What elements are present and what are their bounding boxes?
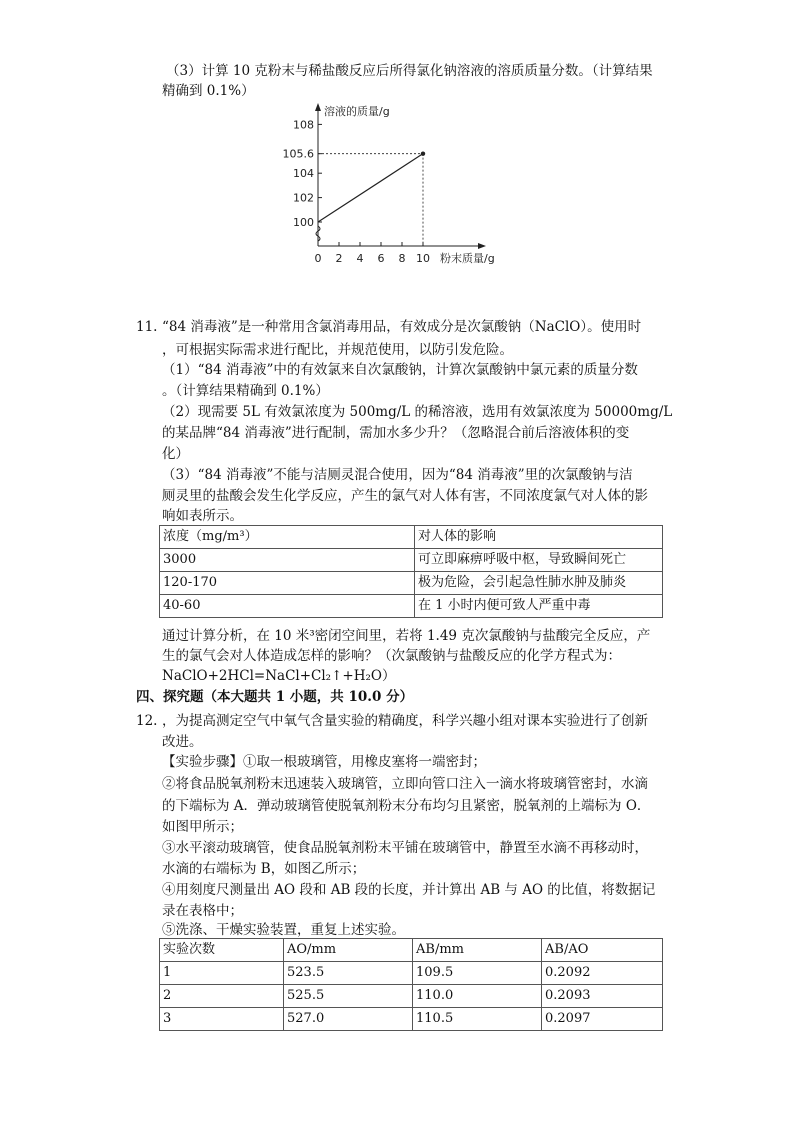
q12-line: 如图甲所示； bbox=[162, 819, 243, 835]
x-tick-label: 4 bbox=[356, 252, 364, 265]
q11-line: （1）“84 消毒液”中的有效氯来自次氯酸钠，计算次氯酸钠中氯元素的质量分数 bbox=[162, 362, 638, 378]
x-tick-label: 6 bbox=[377, 252, 385, 265]
q12-line: ⑤洗涤、干燥实验装置，重复上述实验。 bbox=[162, 922, 405, 938]
q12-line: 录在表格中； bbox=[162, 903, 243, 919]
q11-line: （2）现需要 5L 有效氯浓度为 500mg/L 的稀溶液，选用有效氯浓度为 50000mg/L bbox=[162, 404, 673, 420]
q11-line: “84 消毒液”是一种常用含氯消毒用品，有效成分是次氯酸钠（NaClO）。使用时 bbox=[162, 319, 642, 335]
x-tick-label: 8 bbox=[398, 252, 406, 265]
table-cell: 527.0 bbox=[284, 1008, 413, 1031]
q12-line: ②将食品脱氧剂粉末迅速装入玻璃管，立即向管口注入一滴水将玻璃管密封，水滴 bbox=[162, 776, 648, 792]
x-tick-label: 0 bbox=[314, 252, 322, 265]
q12-line: ④用刻度尺测量出 AO 段和 AB 段的长度，并计算出 AB 与 AO 的比值，将数据记 bbox=[162, 882, 656, 898]
y-tick-label: 105.6 bbox=[282, 147, 314, 161]
table-header-cell: AB/mm bbox=[413, 939, 542, 962]
table-cell: 1 bbox=[160, 962, 284, 985]
x-axis-arrow bbox=[478, 243, 486, 249]
experiment-data-table bbox=[159, 938, 663, 1031]
table-cell: 525.5 bbox=[284, 985, 413, 1008]
q12-line: ，为提高测定空气中氧气含量实验的精确度，科学兴趣小组对课本实验进行了创新 bbox=[162, 713, 648, 729]
y-tick-label: 108 bbox=[293, 118, 314, 132]
table-header-cell: AO/mm bbox=[284, 939, 413, 962]
q11-line: 化） bbox=[162, 446, 189, 462]
q12-line: ③水平滚动玻璃管，使食品脱氧剂粉末平铺在玻璃管中，静置至水滴不再移动时， bbox=[162, 840, 648, 856]
table-cell: 110.5 bbox=[413, 1008, 542, 1031]
chlorine-effect-table bbox=[159, 525, 663, 618]
q11-line: 的某品牌“84 消毒液”进行配制，需加水多少升？（忽略混合前后溶液体积的变 bbox=[162, 425, 630, 441]
table-header-cell: 实验次数 bbox=[160, 939, 284, 962]
table-cell: 3 bbox=[160, 1008, 284, 1031]
table-header-cell: 对人体的影响 bbox=[415, 526, 663, 549]
table-row bbox=[160, 985, 663, 1008]
q11-number: 11. bbox=[136, 319, 158, 335]
q10-part3-line2: 精确到 0.1%） bbox=[162, 83, 255, 99]
q12-line: 【实验步骤】①取一根玻璃管，用橡皮塞将一端密封； bbox=[162, 754, 486, 770]
x-tick-label: 2 bbox=[335, 252, 343, 265]
table-cell: 2 bbox=[160, 985, 284, 1008]
solution-mass-chart bbox=[282, 98, 520, 273]
q11-line: （3）“84 消毒液”不能与洁厕灵混合使用，因为“84 消毒液”里的次氯酸钠与洁 bbox=[162, 467, 633, 483]
y-tick-label: 100 bbox=[293, 216, 314, 229]
table-row bbox=[160, 962, 663, 985]
q12-line: 水滴的右端标为 B，如图乙所示； bbox=[162, 861, 366, 877]
table-cell: 3000 bbox=[160, 549, 415, 572]
y-axis-arrow bbox=[315, 103, 321, 111]
table-header-cell: AB/AO bbox=[542, 939, 663, 962]
table-cell: 0.2097 bbox=[542, 1008, 663, 1031]
table-row bbox=[160, 595, 663, 618]
table-cell: 极为危险，会引起急性肺水肿及肺炎 bbox=[415, 572, 663, 595]
table-cell: 0.2092 bbox=[542, 962, 663, 985]
q11-line: 厕灵里的盐酸会发生化学反应，产生的氯气对人体有害，不同浓度氯气对人体的影 bbox=[162, 488, 648, 504]
q12-line: 改进。 bbox=[162, 734, 203, 750]
q10-part3-line1: （3）计算 10 克粉末与稀盐酸反应后所得氯化钠溶液的溶质质量分数。（计算结果 bbox=[166, 63, 653, 79]
q12-number: 12. bbox=[136, 713, 158, 729]
table-cell: 109.5 bbox=[413, 962, 542, 985]
table-row bbox=[160, 549, 663, 572]
q11-after-line: 通过计算分析，在 10 米³密闭空间里，若将 1.49 克次氯酸钠与盐酸完全反应，产 bbox=[162, 628, 651, 644]
y-tick-label: 102 bbox=[293, 191, 314, 205]
data-line bbox=[318, 154, 423, 222]
q11-equation: NaClO+2HCl=NaCl+Cl₂↑+H₂O） bbox=[162, 668, 396, 684]
q11-line: ，可根据实际需求进行配比，并规范使用，以防引发危险。 bbox=[162, 342, 513, 358]
q11-line: 。（计算结果精确到 0.1%） bbox=[162, 383, 329, 399]
table-header-cell: 浓度（mg/m³） bbox=[160, 526, 415, 549]
y-axis-label: 溶液的质量/g bbox=[324, 105, 390, 118]
table-header-row bbox=[160, 939, 663, 962]
x-tick-label: 10 bbox=[416, 252, 430, 265]
table-cell: 120-170 bbox=[160, 572, 415, 595]
q12-line: 的下端标为 A．弹动玻璃管使脱氧剂粉末分布均匀且紧密，脱氧剂的上端标为 O． bbox=[162, 798, 651, 814]
table-header-row bbox=[160, 526, 663, 549]
section4-title: 四、探究题（本大题共 1 小题，共 10.0 分） bbox=[136, 689, 414, 705]
table-cell: 在 1 小时内便可致人严重中毒 bbox=[415, 595, 663, 618]
q11-after-line: 生的氯气会对人体造成怎样的影响？（次氯酸钠与盐酸反应的化学方程式为： bbox=[162, 648, 621, 664]
table-cell: 523.5 bbox=[284, 962, 413, 985]
data-point bbox=[421, 151, 425, 155]
q11-line: 响如表所示。 bbox=[162, 508, 243, 524]
table-cell: 40-60 bbox=[160, 595, 415, 618]
x-axis-label: 粉末质量/g bbox=[440, 252, 495, 265]
table-row bbox=[160, 1008, 663, 1031]
table-cell: 可立即麻痹呼吸中枢，导致瞬间死亡 bbox=[415, 549, 663, 572]
y-tick-label: 104 bbox=[293, 167, 314, 181]
table-cell: 0.2093 bbox=[542, 985, 663, 1008]
table-cell: 110.0 bbox=[413, 985, 542, 1008]
table-row bbox=[160, 572, 663, 595]
